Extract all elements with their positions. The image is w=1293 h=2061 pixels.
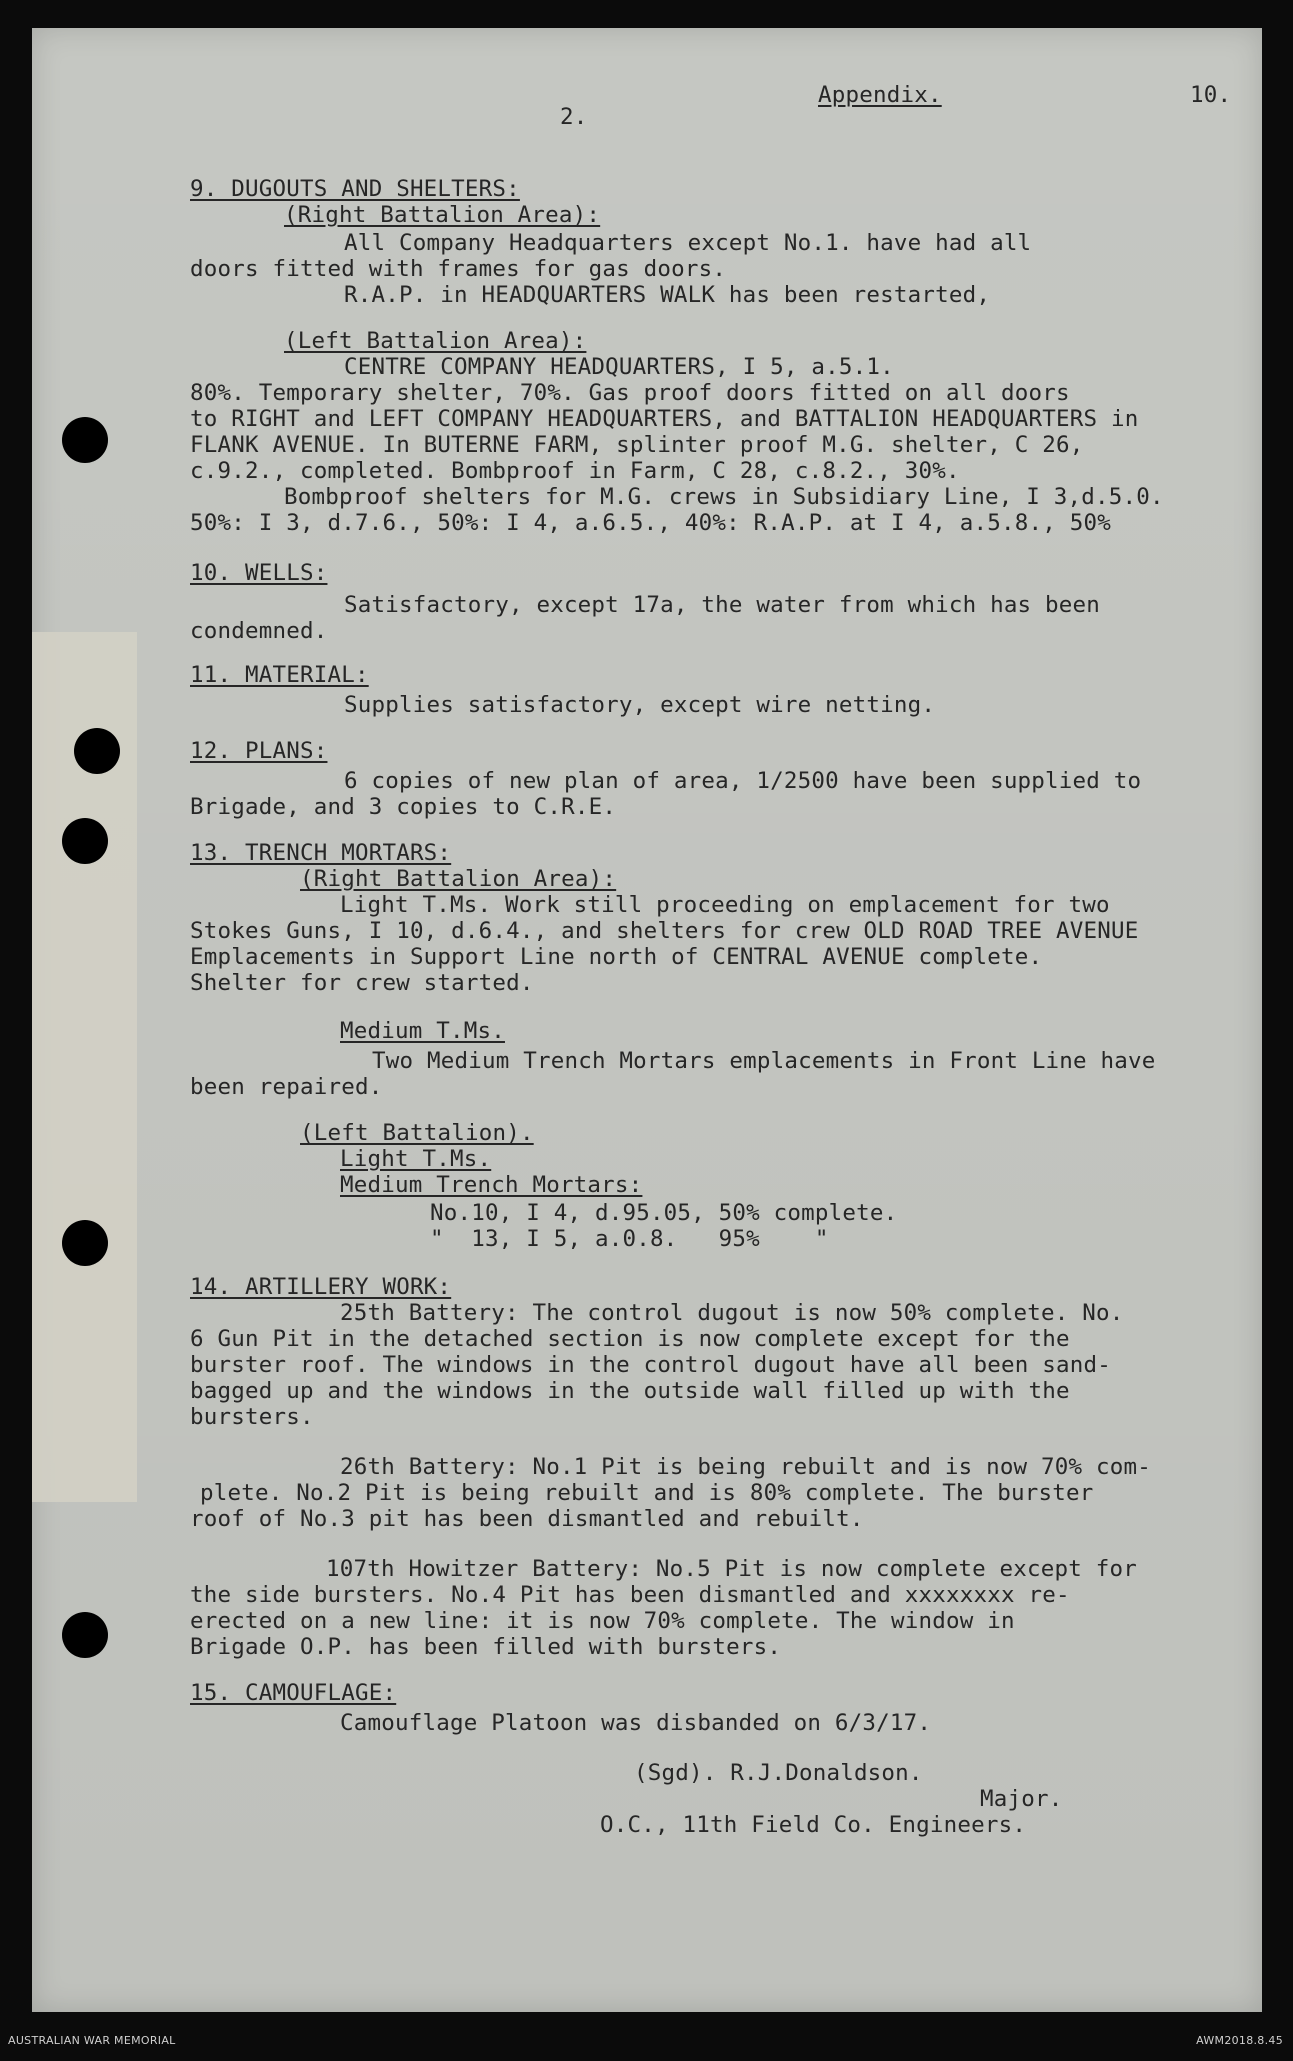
appendix-label: Appendix. [818,82,942,108]
punch-hole-2 [74,728,120,774]
text-line: burster roof. The windows in the control dugout have all been sand- [190,1352,1111,1378]
text-line: Camouflage Platoon was disbanded on 6/3/17. [340,1710,932,1736]
text-line: O.C., 11th Field Co. Engineers. [600,1812,1027,1838]
text-line: plete. No.2 Pit is being rebuilt and is 80% complete. The burster [200,1480,1094,1506]
text-line: roof of No.3 pit has been dismantled and rebuilt. [190,1506,864,1532]
text-line: Medium T.Ms. [340,1018,505,1044]
text-line: Light T.Ms. [340,1146,492,1172]
text-line: 12. PLANS: [190,738,328,764]
text-line: erected on a new line: it is now 70% complete. The window in [190,1608,1015,1634]
text-line: 14. ARTILLERY WORK: [190,1274,452,1300]
punch-hole-4 [62,1220,108,1266]
text-line: Emplacements in Support Line north of CENTRAL AVENUE complete. [190,944,1043,970]
text-line: 6 copies of new plan of area, 1/2500 have been supplied to [344,768,1142,794]
text-line: 10. WELLS: [190,560,328,586]
text-line: Stokes Guns, I 10, d.6.4., and shelters for crew OLD ROAD TREE AVENUE [190,918,1139,944]
text-line: 80%. Temporary shelter, 70%. Gas proof doors fitted on all doors [190,380,1070,406]
text-line: 107th Howitzer Battery: No.5 Pit is now complete except for [326,1556,1138,1582]
text-line: been repaired. [190,1074,383,1100]
text-line: All Company Headquarters except No.1. have had all [344,230,1032,256]
text-line: to RIGHT and LEFT COMPANY HEADQUARTERS, and BATTALION HEADQUARTERS in [190,406,1139,432]
text-line: (Right Battalion Area): [284,202,601,228]
text-line: Supplies satisfactory, except wire netting. [344,692,936,718]
text-line: Shelter for crew started. [190,970,534,996]
text-line: 15. CAMOUFLAGE: [190,1680,397,1706]
appendix-number: 10. [1190,82,1232,108]
text-line: Brigade, and 3 copies to C.R.E. [190,794,617,820]
text-line: bagged up and the windows in the outside wall filled up with the [190,1378,1070,1404]
text-line: Major. [980,1786,1063,1812]
text-line: No.10, I 4, d.95.05, 50% complete. [430,1200,898,1226]
footer-right: AWM2018.8.45 [1196,2034,1283,2047]
punch-hole-5 [62,1612,108,1658]
text-line: c.9.2., completed. Bombproof in Farm, C 28, c.8.2., 30%. [190,458,960,484]
page-number: 2. [560,104,588,130]
text-line: condemned. [190,618,328,644]
text-line: bursters. [190,1404,314,1430]
text-line: 11. MATERIAL: [190,662,369,688]
text-line: the side bursters. No.4 Pit has been dismantled and xxxxxxxx re- [190,1582,1070,1608]
text-line: R.A.P. in HEADQUARTERS WALK has been restarted, [344,282,991,308]
punch-hole-1 [62,417,108,463]
text-line: (Left Battalion). [300,1120,534,1146]
text-line: Brigade O.P. has been filled with bursters. [190,1634,782,1660]
text-line: Medium Trench Mortars: [340,1172,643,1198]
text-line: FLANK AVENUE. In BUTERNE FARM, splinter proof M.G. shelter, C 26, [190,432,1084,458]
text-line: 13. TRENCH MORTARS: [190,840,452,866]
punch-hole-3 [62,818,108,864]
text-line: (Sgd). R.J.Donaldson. [634,1760,923,1786]
text-line: 50%: I 3, d.7.6., 50%: I 4, a.6.5., 40%: R.A.P. at I 4, a.5.8., 50% [190,510,1111,536]
text-line: Two Medium Trench Mortars emplacements in Front Line have [372,1048,1156,1074]
text-line: 25th Battery: The control dugout is now 50% complete. No. [340,1300,1124,1326]
text-line: Bombproof shelters for M.G. crews in Subsidiary Line, I 3,d.5.0. [284,484,1164,510]
text-line: CENTRE COMPANY HEADQUARTERS, I 5, a.5.1. [344,354,894,380]
text-line: 9. DUGOUTS AND SHELTERS: [190,176,520,202]
text-line: 6 Gun Pit in the detached section is now complete except for the [190,1326,1070,1352]
text-line: (Left Battalion Area): [284,328,587,354]
text-line: (Right Battalion Area): [300,866,617,892]
text-line: doors fitted with frames for gas doors. [190,256,727,282]
text-line: " 13, I 5, a.0.8. 95% " [430,1226,829,1252]
footer-left: AUSTRALIAN WAR MEMORIAL [8,2034,176,2047]
text-line: 26th Battery: No.1 Pit is being rebuilt and is now 70% com- [340,1454,1152,1480]
text-line: Light T.Ms. Work still proceeding on emplacement for two [340,892,1110,918]
text-line: Satisfactory, except 17a, the water from which has been [344,592,1101,618]
